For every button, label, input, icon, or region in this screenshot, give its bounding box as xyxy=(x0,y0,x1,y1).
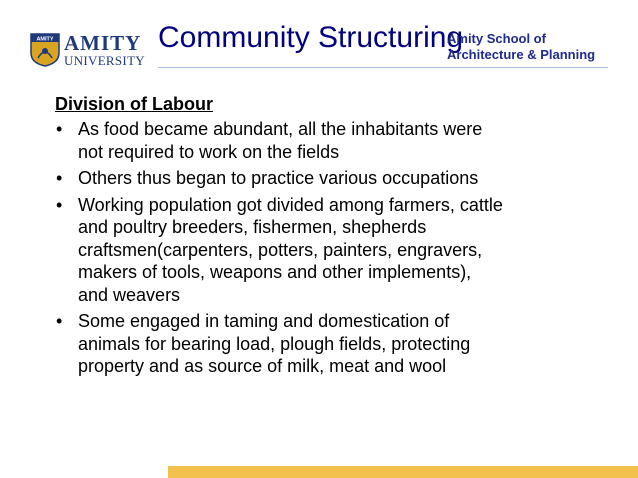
bullet-item xyxy=(55,194,600,307)
shield-label: AMITY xyxy=(36,36,54,43)
bullet-marker: • xyxy=(56,311,63,331)
bullet-line: As food became abundant, all the inhabitants were xyxy=(78,119,483,139)
section-heading: Division of Labour xyxy=(55,94,214,114)
bullet-line: animals for bearing load, plough fields, protecting xyxy=(78,333,471,354)
logo-name: AMITY xyxy=(64,31,142,55)
bullet-line: and weavers xyxy=(78,284,181,305)
slide-content xyxy=(55,92,600,382)
bullet-list xyxy=(55,118,600,378)
school-line-2: Architecture & Planning xyxy=(447,47,596,62)
school-name xyxy=(447,31,595,63)
bullet-line: Some engaged in taming and domestication of xyxy=(78,311,450,331)
school-line-1: Amity School of xyxy=(447,31,546,46)
bullet-line: makers of tools, weapons and other implements), xyxy=(78,262,472,282)
bullet-line: property and as source of milk, meat and wool xyxy=(78,356,447,376)
logo-subtitle: UNIVERSITY xyxy=(64,53,145,68)
bullet-marker: • xyxy=(56,119,63,139)
bullet-marker: • xyxy=(56,194,63,215)
bullet-item xyxy=(55,167,600,190)
bullet-line: Working population got divided among farmers, cattle xyxy=(78,194,503,215)
bullet-line: and poultry breeders, fishermen, shepherds xyxy=(78,217,427,237)
amity-logo xyxy=(30,30,145,70)
slide-title: Community Structuring xyxy=(158,21,464,54)
bullet-line: not required to work on the fields xyxy=(78,141,340,162)
footer-accent-bar xyxy=(168,466,638,478)
header-divider xyxy=(158,67,608,68)
bullet-line: craftsmen(carpenters, potters, painters, engravers, xyxy=(78,239,483,260)
bullet-item xyxy=(55,118,600,163)
logo-wordmark xyxy=(64,32,145,68)
amity-shield-icon xyxy=(30,33,60,67)
bullet-line: Others thus began to practice various occupations xyxy=(78,168,479,188)
bullet-marker: • xyxy=(56,168,63,188)
bullet-item xyxy=(55,310,600,378)
